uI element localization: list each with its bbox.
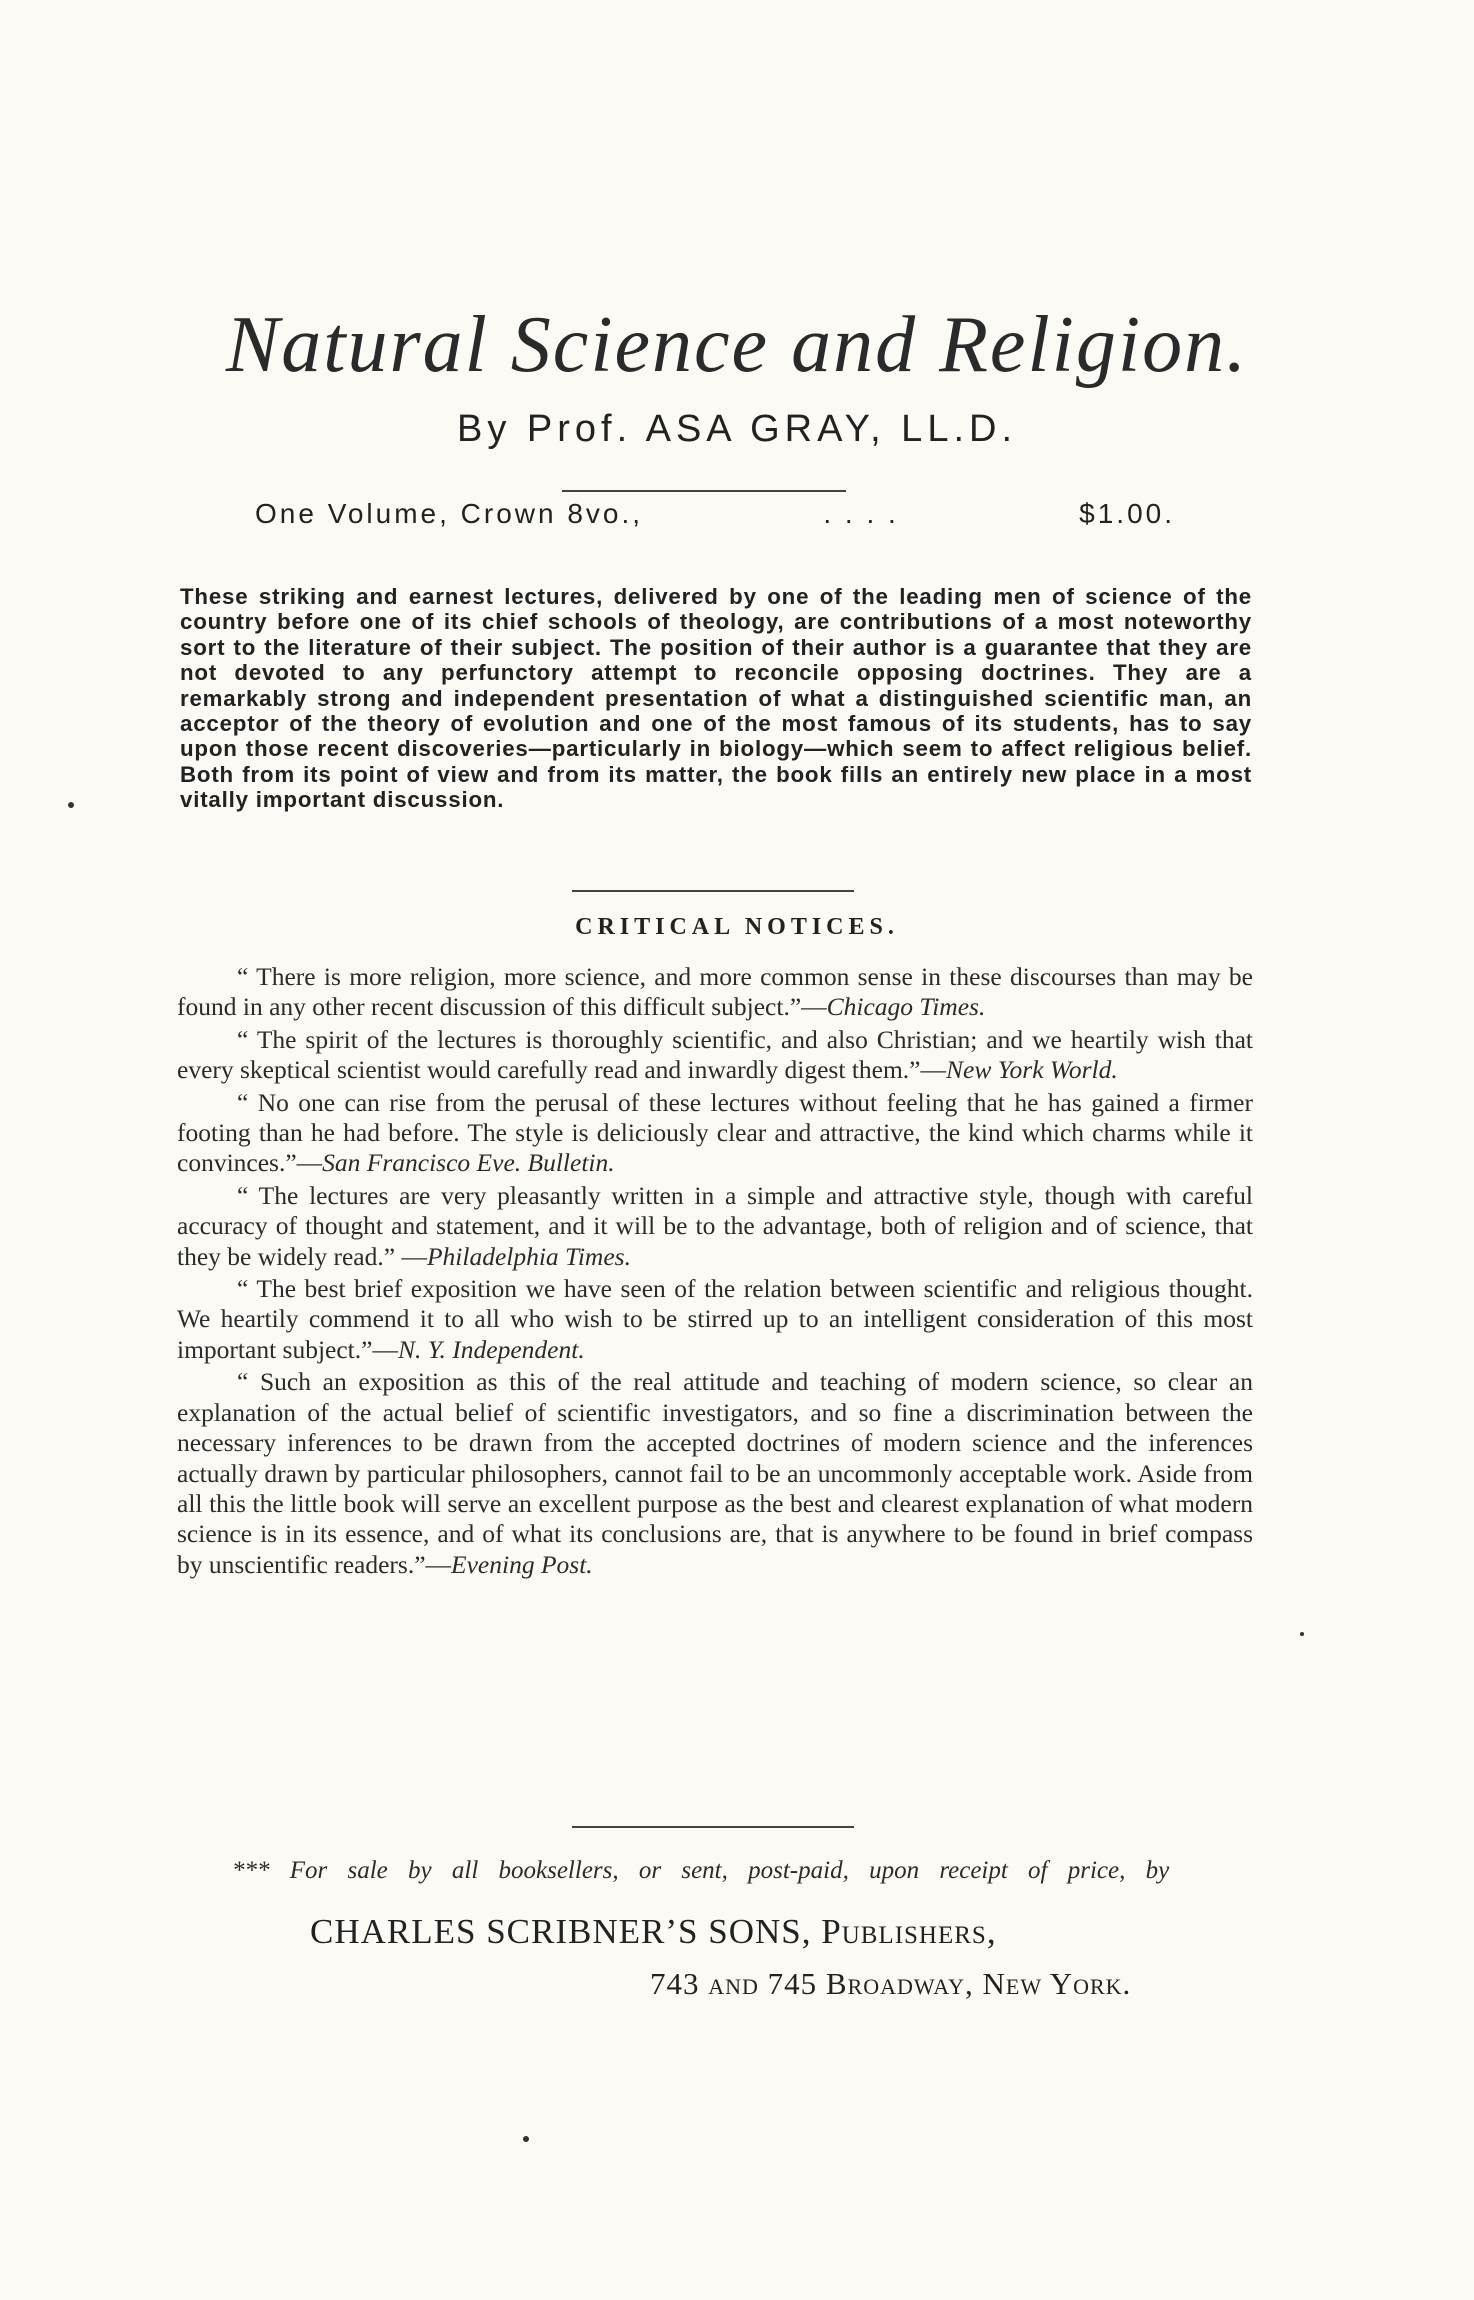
publisher-address: 743 and 745 Broadway, New York. bbox=[650, 1966, 1132, 2001]
divider bbox=[562, 490, 846, 492]
notice-source: Evening Post. bbox=[451, 1549, 593, 1579]
stray-mark bbox=[1300, 1632, 1304, 1636]
notice-source: Chicago Times. bbox=[826, 992, 986, 1022]
notice-source: Philadelphia Times. bbox=[426, 1241, 631, 1271]
notice-item bbox=[177, 1088, 1253, 1179]
sale-note: *** For sale by all booksellers, or sent, post-paid, upon receipt of price, by bbox=[232, 1857, 1170, 1884]
notice-quote: “ The best brief exposition we have seen of the relation between scientific and religious thought. We heartily commend it to all who wish to be stirred up to an intelligent consideration of this most important subject.”— bbox=[177, 1274, 1253, 1364]
author-byline: By Prof. ASA GRAY, LL.D. bbox=[456, 408, 1018, 450]
notice-item bbox=[177, 1274, 1253, 1365]
notice-item bbox=[177, 1181, 1253, 1272]
notice-quote: “ There is more religion, more science, and more common sense in these discourses than may be found in any other recent discussion of this difficult subject.”— bbox=[177, 962, 1253, 1022]
publisher-line bbox=[310, 1912, 997, 1952]
notice-quote: “ The lectures are very pleasantly written in a simple and attractive style, though with careful accuracy of thought and statement, and it will be to the advantage, both of religion and of science, that they be widely read.” — bbox=[177, 1180, 1253, 1271]
notice-item bbox=[177, 962, 1253, 1023]
notice-source: San Francisco Eve. Bulletin. bbox=[322, 1148, 615, 1178]
book-description: These striking and earnest lectures, delivered by one of the leading men of science of the country before one of its chief schools of theology, are contributions of a most noteworthy sort to the literature of their subject. The position of their author is a guarantee that they are not devoted to any perfunctory attempt to reconcile opposing doctrines. They are a remarkably strong and independent presentation of what a distinguished scientific man, an acceptor of the theory of evolution and one of the most famous of its students, has to say upon those recent discoveries—particularly in biology—which seem to affect religious belief. Both from its point of view and from its matter, the book fills an entirely new place in a most vitally important discussion. bbox=[180, 584, 1252, 813]
edition-format: One Volume, Crown 8vo., bbox=[255, 498, 644, 529]
divider bbox=[572, 1826, 854, 1828]
publisher-name: CHARLES SCRIBNER’S SONS, bbox=[310, 1912, 812, 1951]
price: $1.00. bbox=[1079, 498, 1175, 529]
dot-leader: . . . . bbox=[823, 498, 899, 529]
notice-item bbox=[177, 1025, 1253, 1086]
notice-quote: “ The spirit of the lectures is thoroughly scientific, and also Christian; and we heartily wish that every skeptical scientist would carefully read and inwardly digest them.”— bbox=[177, 1024, 1253, 1085]
critical-notices bbox=[177, 962, 1253, 1582]
notice-source: N. Y. Independent. bbox=[397, 1334, 585, 1364]
notice-quote: “ Such an exposition as this of the real attitude and teaching of modern science, so clear an explanation of the actual belief of scientific investigators, and so fine a discrimination between the necessary inferences to be drawn from the accepted doctrines of modern science and the inferences actually drawn by particular philosophers, cannot fail to be an uncommonly acceptable work. Aside from all this the little book will serve an excellent purpose as the best and clearest explanation of what modern science is in its essence, and of what its conclusions are, that is anywhere to be found in brief compass by unscientific readers.”— bbox=[177, 1367, 1253, 1579]
publisher-role: Publishers, bbox=[821, 1912, 997, 1951]
notice-source: New York World. bbox=[946, 1055, 1118, 1085]
price-line bbox=[255, 498, 1175, 530]
critical-notices-heading: CRITICAL NOTICES. bbox=[575, 914, 899, 940]
notice-quote: “ No one can rise from the perusal of these lectures without feeling that he has gained a firmer footing than he had before. The style is deliciously clear and attractive, the kind which charms while it convinces.”— bbox=[177, 1087, 1253, 1178]
notice-item bbox=[177, 1367, 1253, 1580]
stray-mark bbox=[523, 2136, 529, 2142]
stray-mark bbox=[68, 802, 74, 808]
divider bbox=[572, 890, 854, 892]
book-title: Natural Science and Religion. bbox=[225, 301, 1249, 389]
